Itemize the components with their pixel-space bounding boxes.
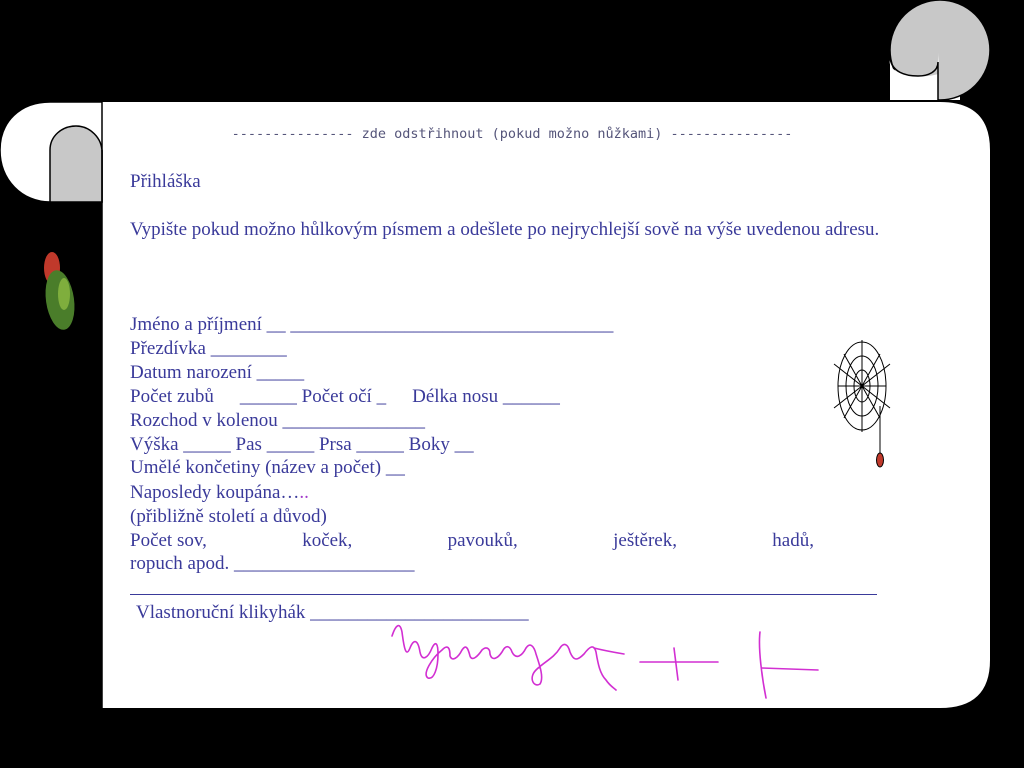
field-name: Jméno a příjmení __ __________________________________ [130,314,614,335]
intro-text: Vypište pokud možno hůlkovým písmem a odešlete po nejrychlejší sově na výše uvedenou adresu. [130,219,880,240]
field-last-bath-dots: .. [299,482,309,503]
field-teeth: Počet zubů [130,386,214,407]
field-knee-spread: Rozchod v kolenou _______________ [130,410,426,431]
count-word: Počet sov, [130,530,207,551]
count-word: pavouků, [447,530,518,551]
count-word: koček, [302,530,353,551]
field-eyes: Počet očí _ [301,386,387,407]
cut-line: --------------- zde odstřihnout (pokud možno nůžkami) --------------- [231,126,793,142]
field-measurements: Výška _____ Pas _____ Prsa _____ Boky __ [130,434,474,455]
field-toads: ropuch apod. ___________________ [130,553,415,574]
separator-line [130,594,877,595]
field-teeth-blank: ______ [239,386,297,407]
field-counts [130,529,814,553]
spider-illustration [24,244,100,434]
count-word: ještěrek, [613,530,677,551]
field-last-bath-label: Naposledy koupána… [130,482,300,503]
field-birthdate: Datum narození _____ [130,362,305,383]
form-title: Přihláška [130,171,201,192]
field-artificial-limbs: Umělé končetiny (název a počet) __ [130,457,405,478]
field-last-bath [130,481,309,505]
count-word: hadů, [772,530,814,551]
spider-web-illustration [832,336,898,476]
field-nose: Délka nosu ______ [412,386,560,407]
signature-label: Vlastnoruční klikyhák _______________________ [136,602,529,623]
field-teeth-eyes-nose [130,385,560,409]
field-century-reason: (přibližně století a důvod) [130,506,327,527]
handwritten-signature [388,618,828,702]
field-nickname: Přezdívka ________ [130,338,287,359]
